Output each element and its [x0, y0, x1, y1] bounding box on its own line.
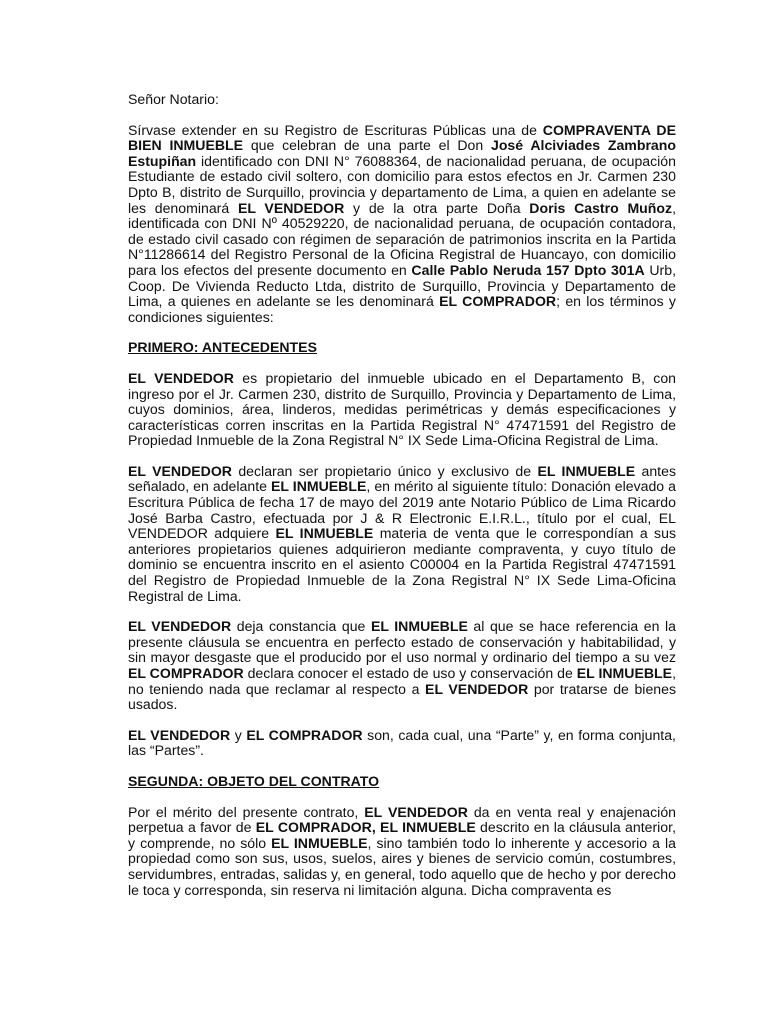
- document-body: [128, 92, 676, 898]
- section-title-antecedentes: PRIMERO: ANTECEDENTES: [128, 339, 317, 356]
- greeting: Señor Notario:: [128, 91, 219, 107]
- bold-term: EL INMUEBLE: [270, 478, 367, 495]
- text-run: identificado con DNI N° 76088364, de nacionalidad peruana, de ocupación Estudiante de estado civil soltero, con domicilio para estos efectos en Jr. Carmen 230 Dpto B, distrito de Surquillo, provincia y departamento de Lima, a quien en adelante se les denominará: [128, 152, 676, 216]
- bold-term: EL VENDEDOR: [128, 462, 232, 479]
- bold-term: Calle Pablo Neruda 157 Dpto 301A: [411, 261, 645, 278]
- text-run: son, cada cual, una “Parte” y, en forma conjunta, las “Partes”.: [128, 726, 676, 759]
- text-run: que celebran de una parte el Don: [243, 137, 491, 154]
- text-run: es propietario del inmueble ubicado en el Departamento B, con ingreso por el Jr. Carmen 230, distrito de Surquillo, Provincia y Departamento de Lima, cuyos dominios, área, linderos, medidas perimétricas y demás especificaciones y características corren inscritas en la Partida Registral N° 47471591 del Registro de Propiedad Inmueble de la Zona Registral N° IX Sede Lima-Oficina Registral de Lima.: [128, 369, 676, 449]
- bold-term: EL VENDEDOR: [364, 803, 468, 820]
- text-run: por tratarse de bienes usados.: [128, 680, 677, 713]
- paragraph-partes: [128, 728, 676, 759]
- bold-term: EL VENDEDOR: [128, 369, 234, 386]
- text-run: y de la otra parte Doña: [344, 199, 530, 216]
- paragraph-intro: [128, 123, 676, 326]
- bold-term: EL VENDEDOR: [425, 680, 529, 697]
- bold-term: EL INMUEBLE: [271, 834, 368, 851]
- text-run: Sírvase extender en su Registro de Escrituras Públicas una de: [128, 121, 543, 138]
- text-run: ; en los términos y condiciones siguientes:: [128, 293, 676, 325]
- text-run: descrito en la cláusula anterior, y comprende, no sólo: [128, 819, 676, 851]
- text-run: y: [230, 726, 247, 743]
- text-run: declaran ser propietario único y exclusivo de: [231, 462, 538, 479]
- text-run: , identificada con DNI Nº 40529220, de nacionalidad peruana, de ocupación contadora, de estado civil casado con régimen de separación de patrimonios inscrita en la Partida N°11286614 del Registro Personal de la Oficina Registral de Huancayo, con domicilio para los efectos del presente documento en: [128, 199, 676, 278]
- text-run: al que se hace referencia en la presente cláusula se encuentra en perfecto estado de conservación y habitabilidad, y sin mayor desgaste que el producido por el uso normal y ordinario del tiempo a su vez: [128, 618, 677, 666]
- text-run: , sino también todo lo inherente y accesorio a la propiedad como son sus, usos, suelos, aires y bienes de servicio común, costumbres, servidumbres, entradas, salidas y, en general, todo aquello que de hecho y por derecho le toca y corresponda, sin reserva ni limitación alguna. Dicha compraventa es: [128, 834, 676, 898]
- bold-term: EL COMPRADOR, EL INMUEBLE: [255, 819, 476, 836]
- text-run: Urb, Coop. De Vivienda Reducto Ltda, distrito de Surquillo, Provincia y Departamento de Lima, a quienes en adelante se les denominará: [128, 261, 676, 310]
- text-run: Por el mérito del presente contrato,: [128, 803, 365, 820]
- bold-term: EL INMUEBLE: [537, 462, 636, 479]
- bold-term: EL VENDEDOR: [128, 726, 231, 743]
- bold-term: EL VENDEDOR: [237, 199, 345, 216]
- text-run: materia de venta que le correspondían a sus anteriores propietarios quienes adquirieron mediante compraventa, y cuyo título de dominio se encuentra inscrito en el asiento C00004 en la Partida Registral 47471591 del Registro de Propiedad Inmueble de la Zona Registral N° IX Sede Lima-Oficina Registral de Lima.: [128, 525, 676, 604]
- text-run: declara conocer el estado de uso y conservación de: [243, 665, 577, 681]
- bold-term: COMPRAVENTA DE BIEN INMUEBLE: [128, 121, 676, 154]
- bold-term: EL INMUEBLE: [370, 618, 468, 635]
- paragraph-antecedentes-3: [128, 619, 676, 713]
- text-run: , en mérito al siguiente título: Donación elevado a Escritura Pública de fecha 17 de mayo del 2019 ante Notario Público de Lima Ricardo José Barba Castro, efectuada por J & R Electronic E.I.R.L., título por el cual, EL VENDEDOR adquiere: [128, 478, 676, 542]
- text-run: da en venta real y enajenación perpetua a favor de: [128, 803, 676, 836]
- bold-term: EL COMPRADOR: [246, 726, 363, 743]
- text-run: antes señalado, en adelante: [128, 462, 676, 495]
- text-run: , no teniendo nada que reclamar al respecto a: [128, 665, 676, 697]
- bold-term: Doris Castro Muñoz: [529, 199, 673, 216]
- paragraph-objeto: [128, 805, 676, 899]
- bold-term: EL INMUEBLE: [275, 525, 374, 542]
- bold-term: EL VENDEDOR: [128, 618, 232, 635]
- paragraph-antecedentes-2: [128, 464, 676, 604]
- bold-term: EL COMPRADOR: [128, 665, 244, 681]
- bold-term: EL INMUEBLE: [576, 665, 673, 681]
- text-run: deja constancia que: [231, 618, 371, 635]
- paragraph-antecedentes-1: [128, 371, 676, 449]
- bold-term: José Alciviades Zambrano Estupiñan: [128, 137, 676, 169]
- bold-term: EL COMPRADOR: [439, 293, 557, 310]
- section-title-objeto: SEGUNDA: OBJETO DEL CONTRATO: [128, 772, 380, 789]
